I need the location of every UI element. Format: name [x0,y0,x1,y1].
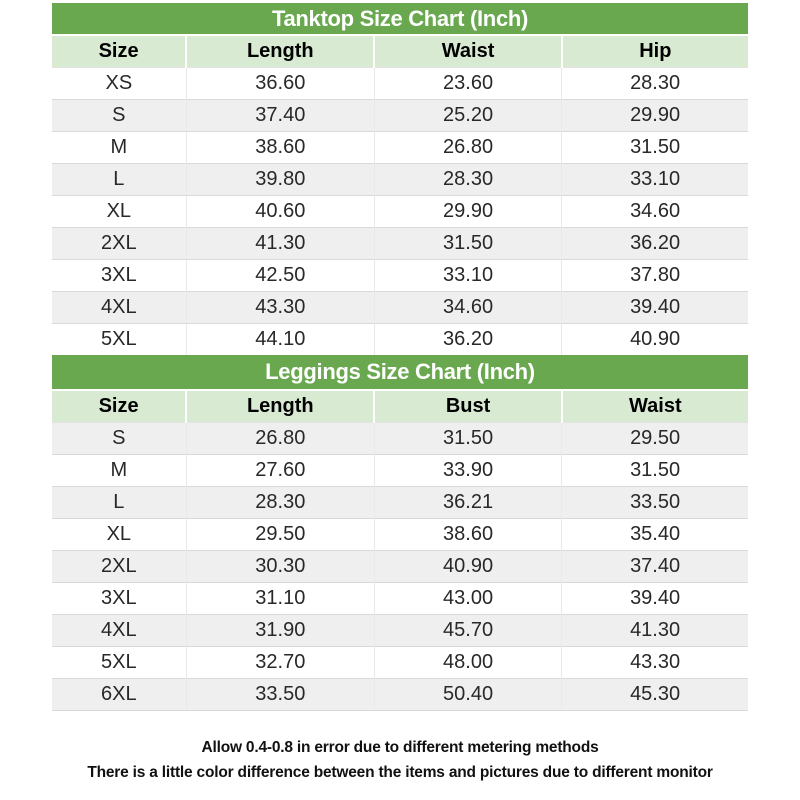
column-header-waist: Waist [562,391,748,423]
value-cell: 35.40 [562,519,748,551]
value-cell: 45.70 [374,615,561,647]
table-row [52,196,748,228]
column-header-hip: Hip [562,36,748,68]
value-cell: 43.00 [374,583,561,615]
column-header-waist: Waist [374,36,561,68]
size-cell: L [52,164,186,196]
value-cell: 45.30 [562,679,748,711]
size-cell: XL [52,519,186,551]
size-cell: 5XL [52,647,186,679]
value-cell: 25.20 [374,100,561,132]
value-cell: 34.60 [562,196,748,228]
table-row [52,519,748,551]
table-row [52,423,748,455]
value-cell: 36.60 [186,68,374,100]
value-cell: 37.40 [562,551,748,583]
value-cell: 30.30 [186,551,374,583]
value-cell: 29.90 [562,100,748,132]
value-cell: 41.30 [186,228,374,260]
table-row [52,132,748,164]
footer-note-color-difference: There is a little color difference between the items and pictures due to different monitor [87,764,713,781]
value-cell: 50.40 [374,679,561,711]
size-cell: M [52,132,186,164]
value-cell: 41.30 [562,615,748,647]
size-cell: S [52,100,186,132]
value-cell: 28.30 [186,487,374,519]
value-cell: 31.50 [374,228,561,260]
size-cell: 4XL [52,615,186,647]
value-cell: 43.30 [562,647,748,679]
size-cell: 4XL [52,292,186,324]
table-row [52,324,748,356]
value-cell: 42.50 [186,260,374,292]
table-row [52,487,748,519]
leggings-size-chart-section [52,355,748,711]
value-cell: 23.60 [374,68,561,100]
size-cell: L [52,487,186,519]
value-cell: 43.30 [186,292,374,324]
tanktop-header-row [52,36,748,68]
table-row [52,615,748,647]
tanktop-size-table [52,36,748,355]
value-cell: 36.20 [562,228,748,260]
leggings-size-table [52,391,748,711]
column-header-size: Size [52,36,186,68]
column-header-size: Size [52,391,186,423]
value-cell: 48.00 [374,647,561,679]
value-cell: 33.10 [374,260,561,292]
size-cell: XL [52,196,186,228]
table-row [52,100,748,132]
size-cell: 3XL [52,260,186,292]
size-cell: M [52,455,186,487]
value-cell: 39.40 [562,583,748,615]
value-cell: 29.50 [562,423,748,455]
size-cell: 5XL [52,324,186,356]
value-cell: 36.21 [374,487,561,519]
table-row [52,679,748,711]
value-cell: 34.60 [374,292,561,324]
table-row [52,228,748,260]
table-row [52,583,748,615]
value-cell: 38.60 [374,519,561,551]
value-cell: 39.80 [186,164,374,196]
column-header-length: Length [186,391,374,423]
column-header-length: Length [186,36,374,68]
size-cell: 2XL [52,551,186,583]
size-cell: XS [52,68,186,100]
value-cell: 40.60 [186,196,374,228]
value-cell: 32.70 [186,647,374,679]
value-cell: 33.10 [562,164,748,196]
value-cell: 31.50 [562,132,748,164]
value-cell: 37.80 [562,260,748,292]
size-cell: 6XL [52,679,186,711]
value-cell: 29.90 [374,196,561,228]
value-cell: 33.50 [562,487,748,519]
size-cell: 2XL [52,228,186,260]
column-header-bust: Bust [374,391,561,423]
value-cell: 29.50 [186,519,374,551]
tanktop-table-body [52,68,748,356]
value-cell: 31.90 [186,615,374,647]
value-cell: 31.50 [374,423,561,455]
value-cell: 44.10 [186,324,374,356]
table-row [52,455,748,487]
table-row [52,164,748,196]
leggings-header-row [52,391,748,423]
value-cell: 38.60 [186,132,374,164]
value-cell: 33.90 [374,455,561,487]
value-cell: 31.10 [186,583,374,615]
tanktop-chart-title: Tanktop Size Chart (Inch) [52,3,748,36]
value-cell: 36.20 [374,324,561,356]
footer-note-metering-error: Allow 0.4-0.8 in error due to different metering methods [201,739,599,756]
leggings-chart-title: Leggings Size Chart (Inch) [52,355,748,391]
tanktop-size-chart-section [52,3,748,355]
value-cell: 40.90 [562,324,748,356]
leggings-table-body [52,423,748,711]
footer-notes [0,735,800,785]
value-cell: 26.80 [374,132,561,164]
value-cell: 40.90 [374,551,561,583]
table-row [52,68,748,100]
table-row [52,647,748,679]
size-cell: 3XL [52,583,186,615]
value-cell: 27.60 [186,455,374,487]
size-cell: S [52,423,186,455]
value-cell: 28.30 [562,68,748,100]
value-cell: 37.40 [186,100,374,132]
table-row [52,260,748,292]
value-cell: 26.80 [186,423,374,455]
table-row [52,551,748,583]
table-row [52,292,748,324]
value-cell: 31.50 [562,455,748,487]
value-cell: 28.30 [374,164,561,196]
value-cell: 33.50 [186,679,374,711]
value-cell: 39.40 [562,292,748,324]
